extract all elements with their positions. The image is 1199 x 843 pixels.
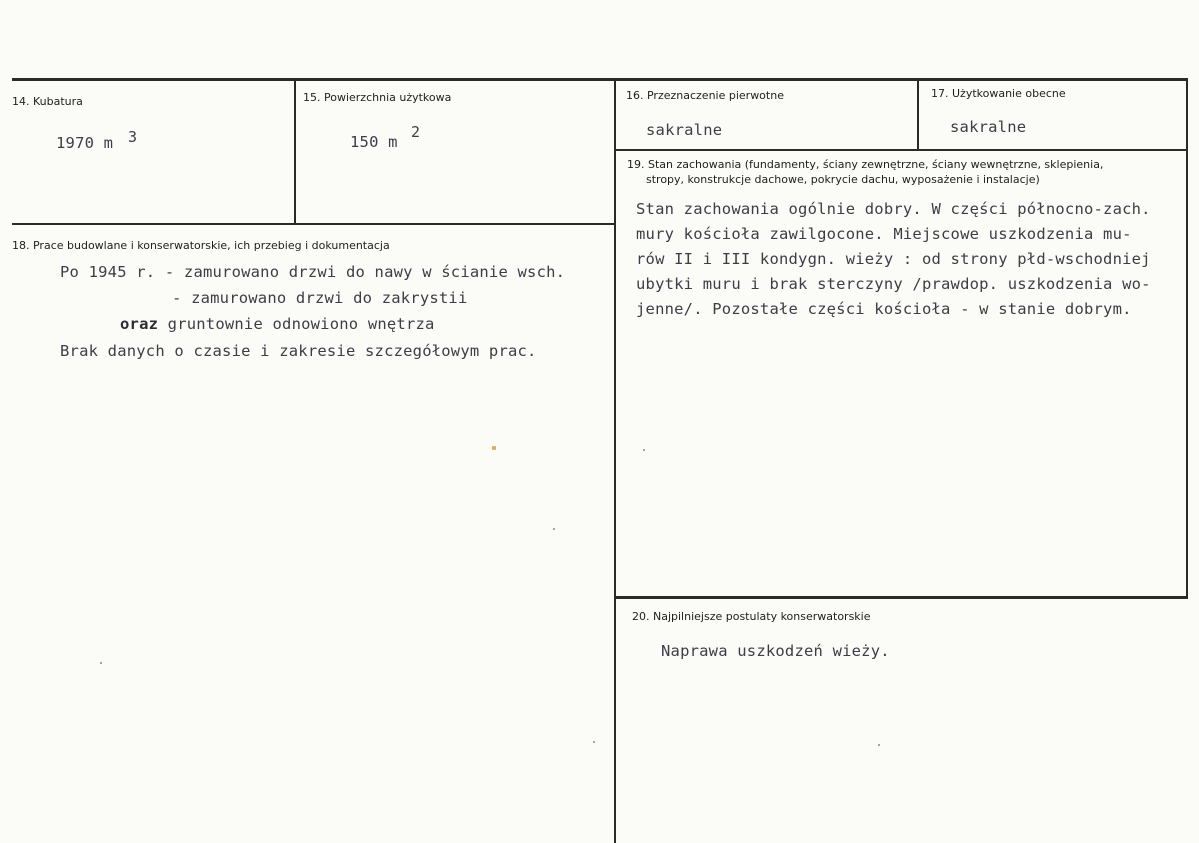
field-17-value: sakralne	[950, 118, 1027, 136]
divider-15-16	[614, 80, 616, 843]
field-18-line-2: - zamurowano drzwi do zakrystii	[172, 289, 468, 307]
field-20-value: Naprawa uszkodzeń wieży.	[661, 642, 890, 660]
field-19-label-line-1: 19. Stan zachowania (fundamenty, ściany zewnętrzne, ściany wewnętrzne, sklepienia,	[627, 158, 1104, 171]
paper-speck	[593, 741, 595, 743]
field-18-line-1: Po 1945 r. - zamurowano drzwi do nawy w ścianie wsch.	[60, 263, 566, 281]
rule-above-20	[616, 596, 1188, 599]
field-15-label: 15. Powierzchnia użytkowa	[303, 91, 452, 104]
field-18-label: 18. Prace budowlane i konserwatorskie, ich przebieg i dokumentacja	[12, 239, 390, 252]
field-16-label: 16. Przeznaczenie pierwotne	[626, 89, 784, 102]
field-18-line-3-bold: oraz	[120, 315, 159, 333]
right-edge-rule	[1186, 80, 1188, 599]
field-14-superscript: 3	[128, 128, 138, 146]
field-14-value: 1970 m	[56, 134, 114, 152]
divider-14-15	[294, 80, 296, 225]
paper-speck	[878, 744, 880, 746]
field-19-line-4: ubytki muru i brak sterczyny /prawdop. uszkodzenia wo-	[636, 275, 1151, 293]
field-20-label: 20. Najpilniejsze postulaty konserwatorskie	[632, 610, 871, 623]
field-15-superscript: 2	[411, 123, 421, 141]
field-19-line-3: rów II i III kondygn. wieży : od strony płd-wschodniej	[636, 250, 1151, 268]
field-19-line-5: jenne/. Pozostałe części kościoła - w stanie dobrym.	[636, 300, 1132, 318]
field-19-line-2: mury kościoła zawilgocone. Miejscowe uszkodzenia mu-	[636, 225, 1132, 243]
field-17-label: 17. Użytkowanie obecne	[931, 87, 1066, 100]
paper-speck	[492, 446, 496, 450]
field-16-value: sakralne	[646, 121, 723, 139]
top-rule	[12, 78, 1188, 81]
field-15-value: 150 m	[350, 133, 398, 151]
divider-16-17	[917, 80, 919, 150]
field-18-line-4: Brak danych o czasie i zakresie szczegółowym prac.	[60, 342, 537, 360]
paper-speck	[553, 528, 555, 530]
paper-speck	[100, 662, 102, 664]
rule-under-14-15	[12, 223, 616, 225]
paper-speck	[643, 449, 645, 451]
rule-under-16-17	[616, 149, 1188, 151]
field-19-label-line-2: stropy, konstrukcje dachowe, pokrycie dachu, wyposażenie i instalacje)	[646, 173, 1040, 186]
field-19-line-1: Stan zachowania ogólnie dobry. W części północno-zach.	[636, 200, 1151, 218]
field-18-line-3-rest: gruntownie odnowiono wnętrza	[158, 315, 435, 333]
field-18-line-3	[120, 315, 435, 333]
field-14-label: 14. Kubatura	[12, 95, 83, 108]
